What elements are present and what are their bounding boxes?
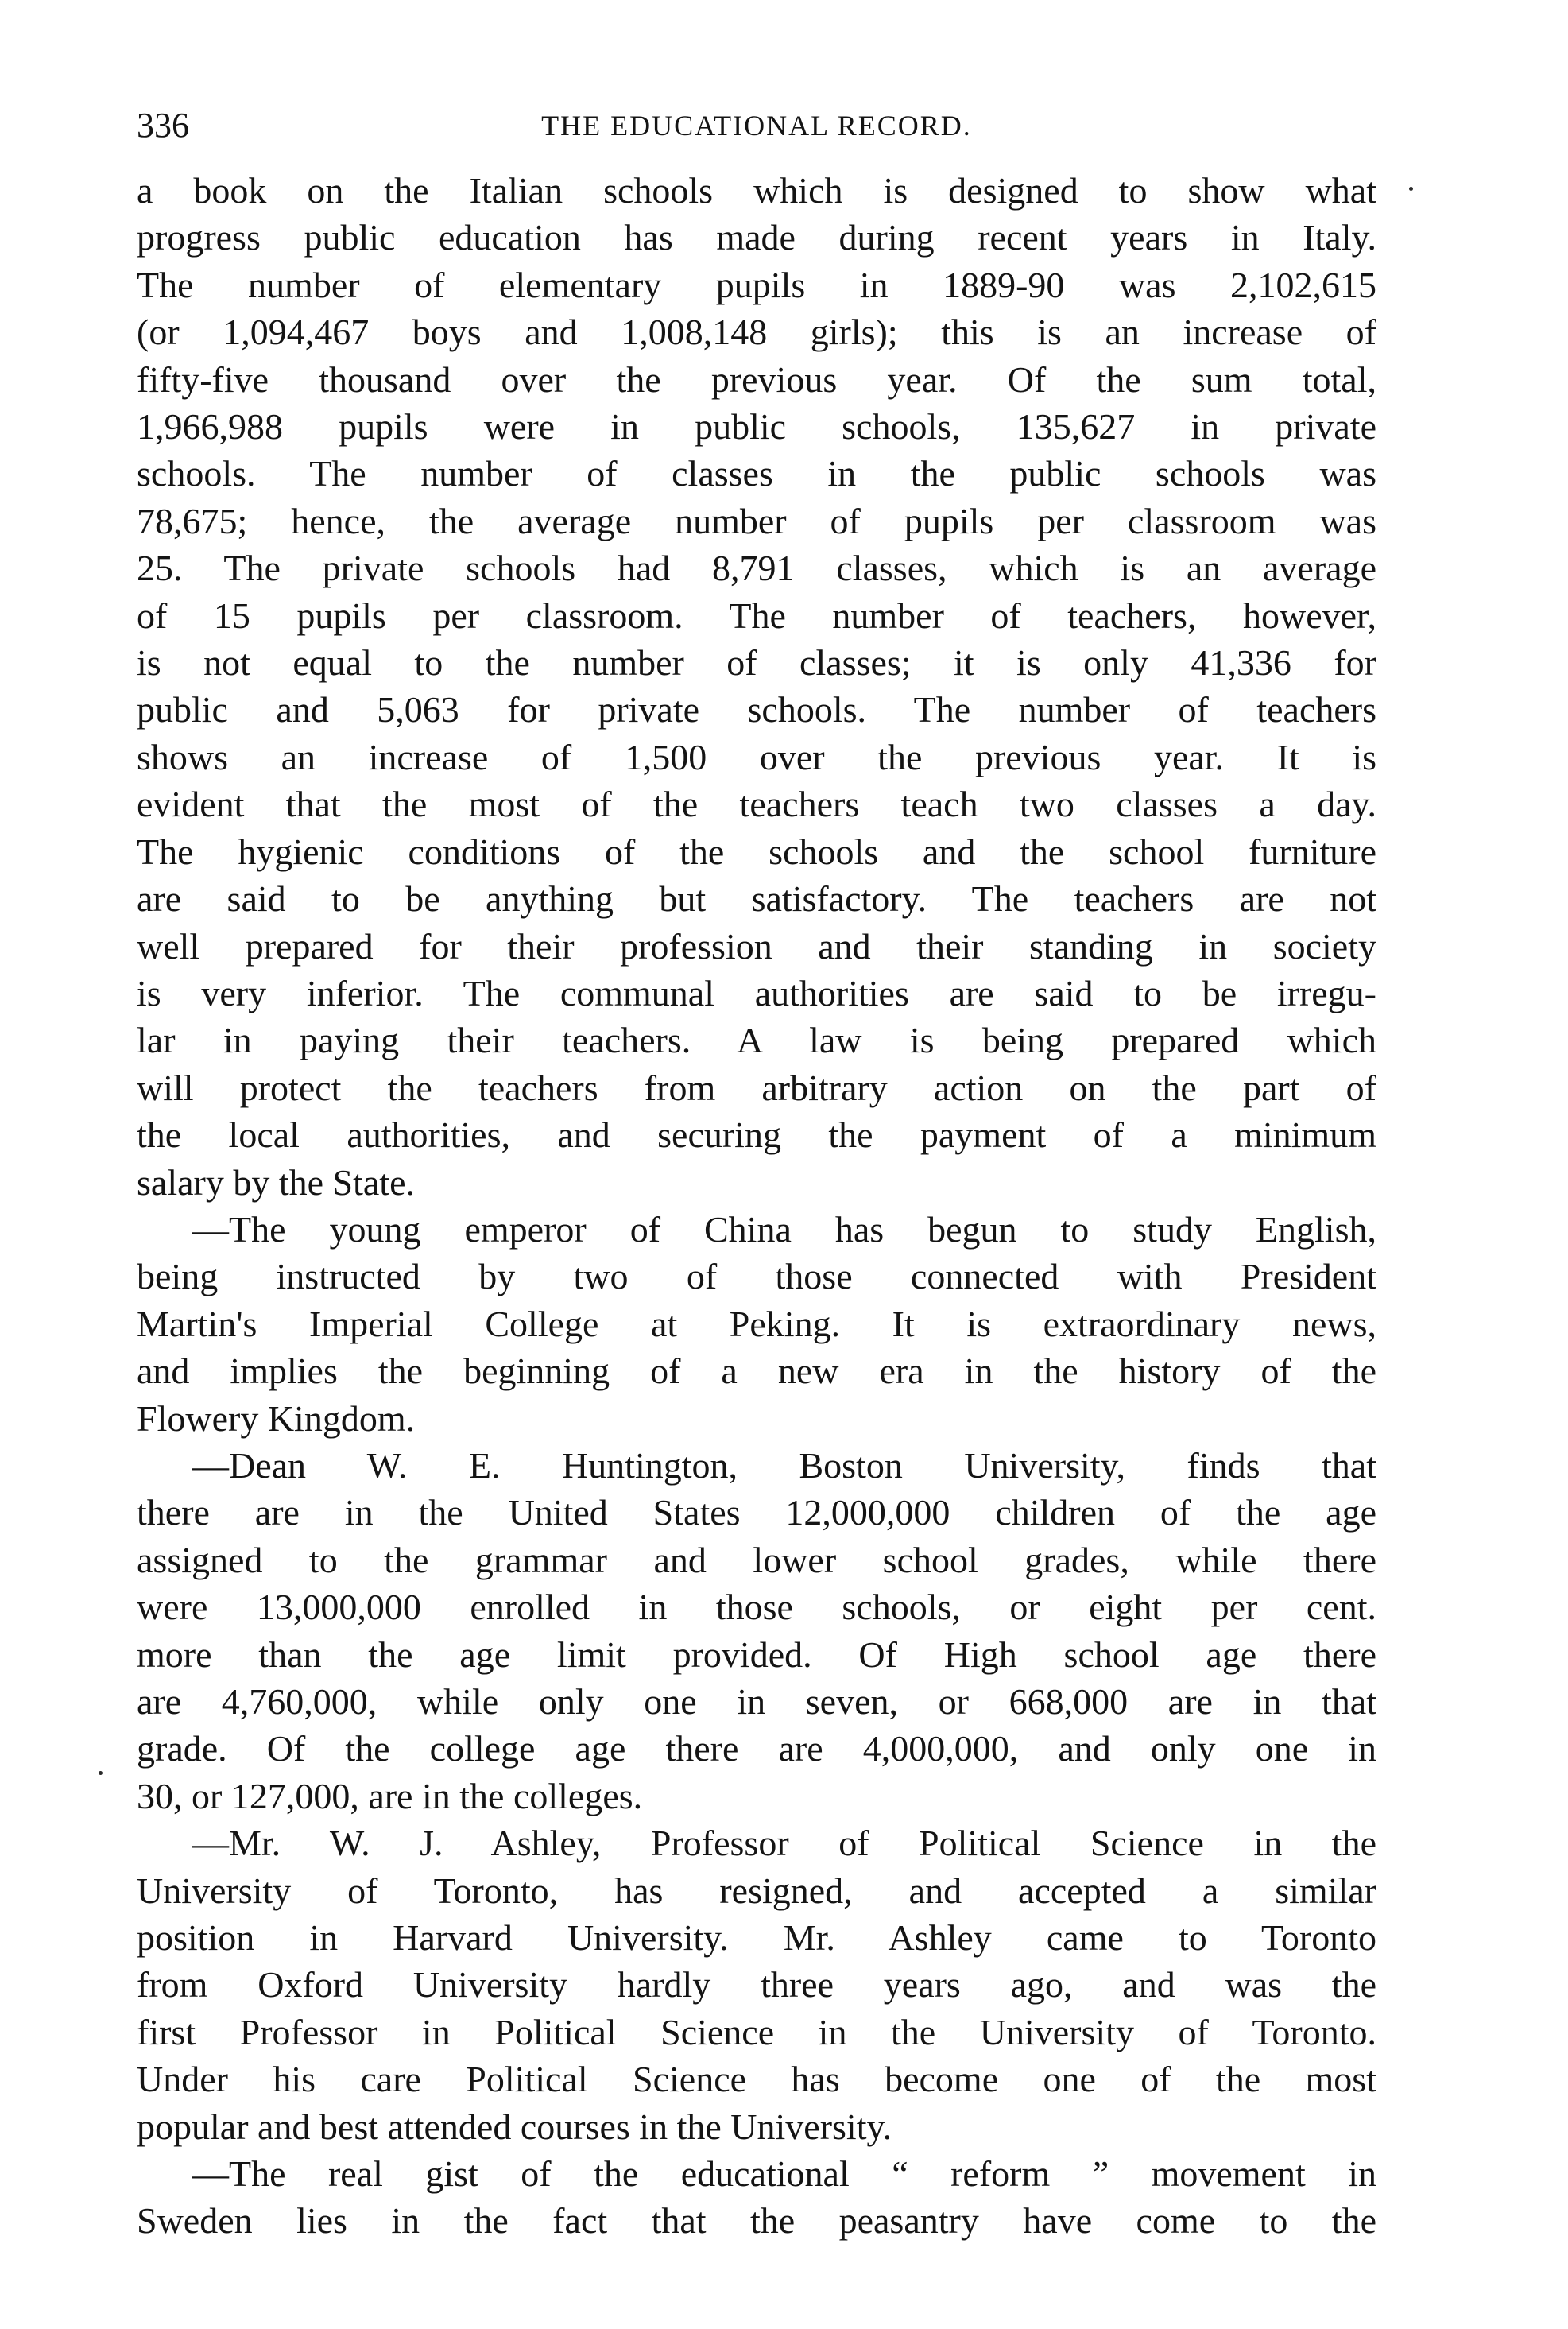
margin-speck-top	[1409, 187, 1413, 191]
text-line: —Mr. W. J. Ashley, Professor of Political Science in the	[192, 1823, 1376, 1864]
text-line: grade. Of the college age there are 4,000,000, and only one in	[137, 1728, 1376, 1769]
text-line: progress public education has made during recent years in Italy.	[137, 217, 1376, 258]
text-line: 78,675; hence, the average number of pupils per classroom was	[137, 500, 1376, 541]
text-line: 1,966,988 pupils were in public schools, 135,627 in private	[137, 406, 1376, 448]
body-text	[137, 167, 1376, 2245]
text-line: assigned to the grammar and lower school grades, while there	[137, 1539, 1376, 1580]
text-line: is not equal to the number of classes; it is only 41,336 for	[137, 642, 1376, 684]
text-line: well prepared for their profession and their standing in society	[137, 925, 1376, 967]
text-line: —Dean W. E. Huntington, Boston University, finds that	[192, 1444, 1376, 1486]
text-line: more than the age limit provided. Of High school age there	[137, 1633, 1376, 1675]
page-number: 336	[137, 106, 189, 145]
text-line: Flowery Kingdom.	[137, 1397, 416, 1439]
text-line: of 15 pupils per classroom. The number of teachers, however,	[137, 595, 1376, 636]
text-line: public and 5,063 for private schools. The number of teachers	[137, 689, 1376, 730]
text-line: salary by the State.	[137, 1161, 416, 1203]
text-line: —The real gist of the educational “ reform ” movement in	[192, 2153, 1376, 2195]
text-line: from Oxford University hardly three years ago, and was the	[137, 1964, 1376, 2005]
text-line: Under his care Political Science has become one of the most	[137, 2059, 1376, 2100]
text-line: will protect the teachers from arbitrary action on the part of	[137, 1067, 1376, 1108]
running-header	[137, 102, 1376, 149]
paragraph	[137, 1819, 1376, 2150]
text-line: shows an increase of 1,500 over the previous year. It is	[137, 736, 1376, 777]
text-line: the local authorities, and securing the payment of a minimum	[137, 1114, 1376, 1156]
text-line: Sweden lies in the fact that the peasantry have come to the	[137, 2200, 1376, 2242]
text-line: is very inferior. The communal authorities are said to be irregu-	[137, 972, 1376, 1013]
text-line: (or 1,094,467 boys and 1,008,148 girls); this is an increase of	[137, 312, 1376, 353]
text-line: first Professor in Political Science in the University of Toronto.	[137, 2011, 1376, 2052]
text-line: 25. The private schools had 8,791 classes, which is an average	[137, 548, 1376, 589]
text-line: The hygienic conditions of the schools and the school furniture	[137, 831, 1376, 872]
text-line: Martin's Imperial College at Peking. It is extraordinary news,	[137, 1303, 1376, 1344]
text-line: being instructed by two of those connected with President	[137, 1256, 1376, 1297]
text-line: and implies the beginning of a new era in the history of the	[137, 1351, 1376, 1392]
paragraph	[137, 1442, 1376, 1819]
paragraph	[137, 2150, 1376, 2245]
text-line: there are in the United States 12,000,000 children of the age	[137, 1492, 1376, 1533]
text-line: position in Harvard University. Mr. Ashley came to Toronto	[137, 1917, 1376, 1959]
margin-speck-bottom	[99, 1771, 103, 1775]
text-line: The number of elementary pupils in 1889-90 was 2,102,615	[137, 264, 1376, 305]
page	[137, 102, 1376, 2245]
text-line: University of Toronto, has resigned, and accepted a similar	[137, 1870, 1376, 1911]
text-line: were 13,000,000 enrolled in those schools, or eight per cent.	[137, 1587, 1376, 1628]
text-line: —The young emperor of China has begun to study English,	[192, 1208, 1376, 1250]
text-line: fifty-five thousand over the previous year. Of the sum total,	[137, 358, 1376, 400]
text-line: schools. The number of classes in the public schools was	[137, 453, 1376, 494]
text-line: a book on the Italian schools which is designed to show what	[137, 170, 1376, 211]
paragraph	[137, 1206, 1376, 1442]
running-title: THE EDUCATIONAL RECORD.	[541, 110, 972, 141]
text-line: are 4,760,000, while only one in seven, or 668,000 are in that	[137, 1681, 1376, 1722]
text-line: 30, or 127,000, are in the colleges.	[137, 1775, 643, 1816]
paragraph	[137, 167, 1376, 1206]
text-line: lar in paying their teachers. A law is being prepared which	[137, 1020, 1376, 1061]
text-line: evident that the most of the teachers teach two classes a day.	[137, 784, 1376, 825]
text-line: are said to be anything but satisfactory. The teachers are not	[137, 878, 1376, 920]
text-line: popular and best attended courses in the University.	[137, 2106, 892, 2147]
